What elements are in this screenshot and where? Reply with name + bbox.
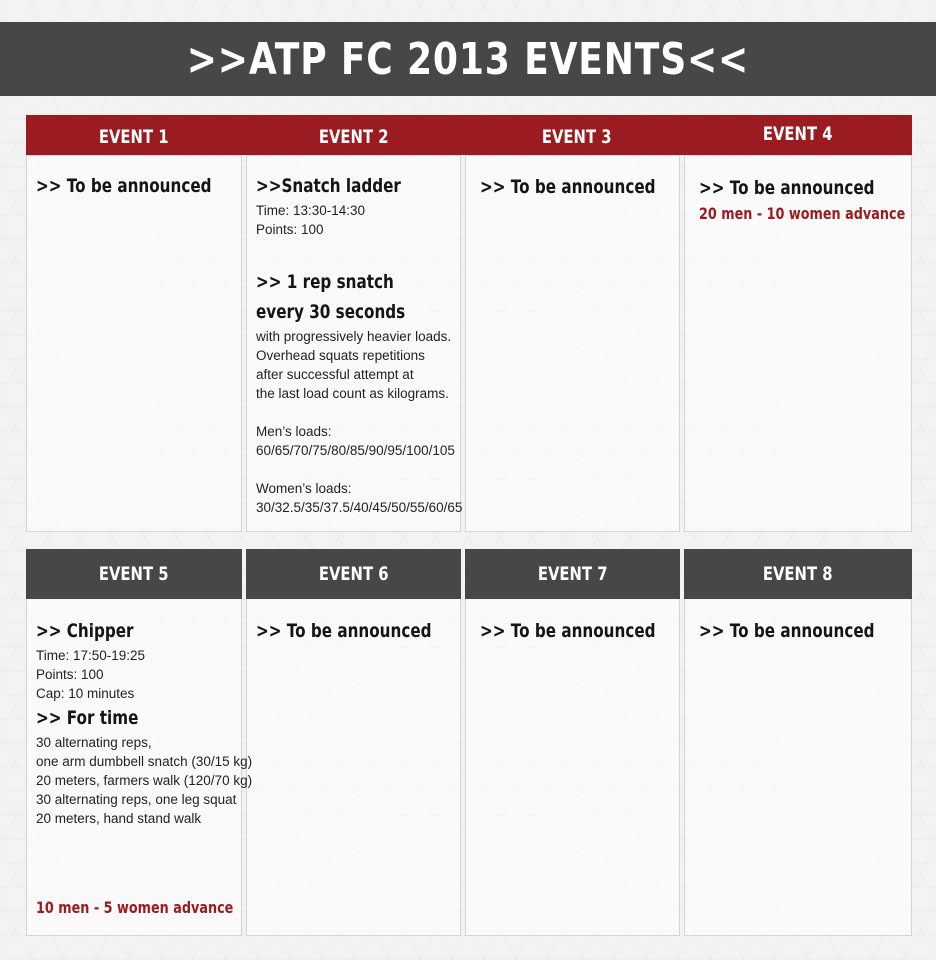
event-5-description-line: 20 meters, farmers walk (120/70 kg) — [36, 773, 253, 788]
event-5-subheading: >> For time — [36, 707, 139, 729]
event-5-header: EVENT 5 — [26, 549, 242, 599]
event-7-header: EVENT 7 — [465, 549, 680, 599]
event-5-points: Points: 100 — [36, 667, 104, 682]
event-2-womens-loads: 30/32.5/35/37.5/40/45/50/55/60/65 — [256, 500, 463, 515]
event-7-card — [465, 598, 680, 936]
event-2-description-line: after successful attempt at — [256, 367, 414, 382]
event-5-description-line: 30 alternating reps, — [36, 735, 152, 750]
event-4-heading: >> To be announced — [699, 177, 875, 199]
event-5-content — [36, 616, 252, 828]
event-8-content — [699, 616, 918, 646]
event-2-description-line: the last load count as kilograms. — [256, 386, 449, 401]
event-6-header: EVENT 6 — [246, 549, 461, 599]
event-5-description-line: one arm dumbbell snatch (30/15 kg) — [36, 754, 253, 769]
event-2-time: Time: 13:30-14:30 — [256, 203, 366, 218]
event-3-header: EVENT 3 — [541, 126, 612, 148]
event-1-card — [26, 155, 242, 532]
event-2-mens-loads-label: Men’s loads: — [256, 424, 332, 439]
event-1-content — [36, 171, 255, 201]
event-1-header: EVENT 1 — [99, 126, 169, 148]
event-7-content — [480, 616, 699, 646]
event-5-cap: Cap: 10 minutes — [36, 686, 135, 701]
event-5-description-line: 30 alternating reps, one leg squat — [36, 792, 237, 807]
event-3-card — [465, 155, 680, 532]
event-2-subheading-2: every 30 seconds — [256, 301, 406, 323]
event-2-content — [256, 171, 462, 517]
event-5-time: Time: 17:50-19:25 — [36, 648, 146, 663]
event-8-heading: >> To be announced — [699, 620, 875, 642]
event-4-content — [699, 173, 936, 225]
event-3-content — [480, 172, 699, 202]
event-2-heading: >>Snatch ladder — [256, 175, 401, 197]
event-2-subheading-1: >> 1 rep snatch — [256, 271, 394, 293]
event-4-advance-note: 20 men - 10 women advance — [699, 204, 906, 223]
event-2-description-line: Overhead squats repetitions — [256, 348, 425, 363]
event-4-header: EVENT 4 — [763, 123, 833, 145]
title-banner — [0, 22, 936, 96]
event-1-heading: >> To be announced — [36, 175, 212, 197]
event-2-header: EVENT 2 — [318, 126, 389, 148]
event-3-heading: >> To be announced — [480, 176, 656, 198]
event-2-mens-loads: 60/65/70/75/80/85/90/95/100/105 — [256, 443, 455, 458]
event-5-advance-note: 10 men - 5 women advance — [36, 898, 234, 917]
event-8-header: EVENT 8 — [684, 549, 912, 599]
event-2-description-line: with progressively heavier loads. — [256, 329, 452, 344]
event-5-description-line: 20 meters, hand stand walk — [36, 811, 202, 826]
event-6-heading: >> To be announced — [256, 620, 432, 642]
event-5-footer — [36, 897, 283, 919]
event-2-points: Points: 100 — [256, 222, 324, 237]
event-6-content — [256, 616, 475, 646]
page-title: >>ATP FC 2013 EVENTS<< — [186, 33, 750, 85]
event-7-heading: >> To be announced — [480, 620, 656, 642]
event-2-womens-loads-label: Women’s loads: — [256, 481, 352, 496]
event-5-heading: >> Chipper — [36, 620, 134, 642]
event-8-card — [684, 598, 912, 936]
event-6-card — [246, 598, 461, 936]
